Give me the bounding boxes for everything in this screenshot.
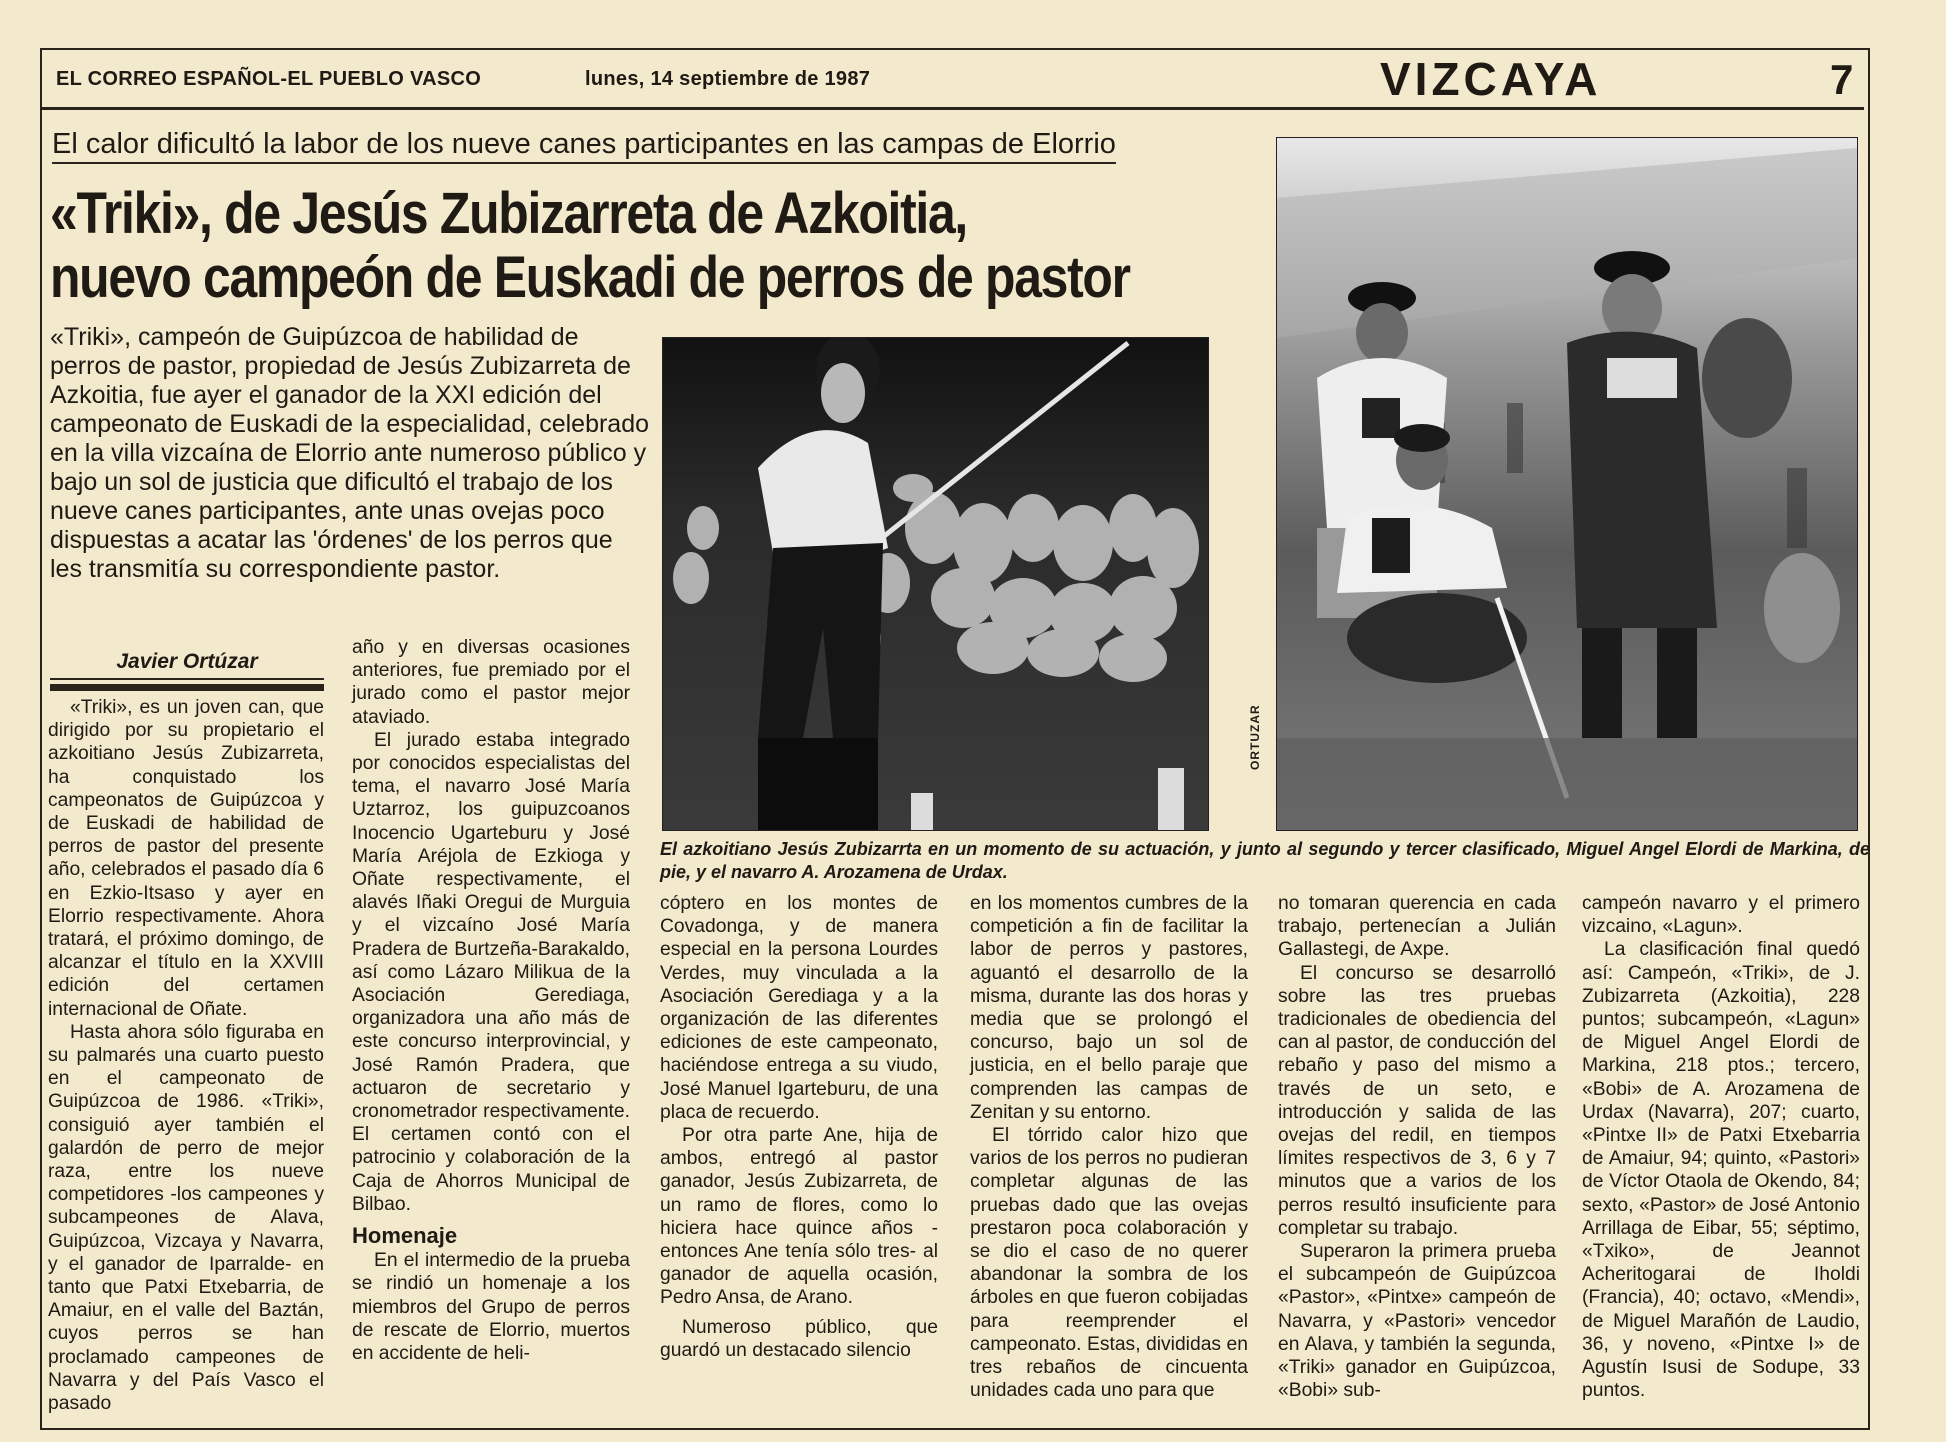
headline xyxy=(50,181,1130,310)
masthead-rule xyxy=(42,107,1864,110)
col2-paragraph: En el intermedio de la prueba se rindió un homenaje a los miembros del Grupo de perros de rescate de Elorrio, muertos en accidente de heli- xyxy=(352,1250,630,1365)
issue-date: lunes, 14 septiembre de 1987 xyxy=(585,68,871,90)
col1-paragraph: «Triki», es un joven can, que dirigido por su propietario el azkoitiano Jesús Zubizarreta, ha conquistado los campeonatos de Guipúzcoa y de Euskadi de habilidad de perros de pastor del presente año, celebrados el pasado día 6 en Ezkio-Itsaso y ayer en Elorrio respectivamente. Ahora tratará, el próximo domingo, de alcanzar el título en la XXVIII edición del certamen internacional de Oñate. xyxy=(48,697,324,1020)
col5-paragraph: no tomaran querencia en cada trabajo, pertenecían a Julián Gallastegi, de Axpe. xyxy=(1278,893,1556,961)
text-column-2 xyxy=(352,636,630,1365)
page-number: 7 xyxy=(1830,56,1854,103)
col5-paragraph: El concurso se desarrolló sobre las tres pruebas tradicionales de obediencia del can al pastor, de conducción del rebaño y paso del mismo a través de un seto, e introducción y salida de las ovejas del redil, en tiempos límites respectivos de 3, 6 y 7 minutos que a varios de los perros resultó insuficiente para completar su trabajo. xyxy=(1278,962,1556,1239)
text-column-4 xyxy=(970,892,1248,1402)
col1-paragraph: Hasta ahora sólo figuraba en su palmarés una cuarto puesto en el campeonato de Guipúzcoa de 1986. «Triki», consiguió ayer también el galardón de perro de mejor raza, entre los nueve competidores -los campeones y subcampeones de Alava, Guipúzcoa, Vizcaya y Navarra, y el ganador de Iparralde- en tanto que Patxi Etxebarria, de Amaiur, en el valle del Baztán, cuyos perros se han proclamado campeones de Navarra y del País Vasco el pasado xyxy=(48,1021,324,1415)
text-column-5 xyxy=(1278,892,1556,1402)
photo-credit: ORTUZAR xyxy=(1248,704,1262,770)
col4-paragraph: en los momentos cumbres de la competición a fin de facilitar la labor de perros y pastores, aguantó el desarrollo de la misma, durante las dos horas y media que se prolongó el concurso, bajo un sol de justicia, en el bello paraje que comprenden las campas de Zenitan y su entorno. xyxy=(970,893,1248,1123)
publication-name: EL CORREO ESPAÑOL-EL PUEBLO VASCO xyxy=(56,68,482,90)
col6-paragraph: La clasificación final quedó así: Campeón, «Triki», de J. Zubizarreta (Azkoitia), 228 puntos; subcampeón, «Lagun» de Miguel Angel Elordi de Markina, 218 ptos.; tercero, «Bobi» de A. Arozamena de Urdax (Navarra), 207; cuarto, «Pintxe II» de Patxi Etxebarria de Amaiur, 94; quinto, «Pastori» de Víctor Otaola de Okendo, 84; sexto, «Pastor» de José Antonio Arrillaga de Eibar, 55; séptimo, «Txiko», de Jeannot Acheritogarai de Iholdi (Francia), 40; octavo, «Mendi», de Miguel Marañón de Laudio, 36, y noveno, «Pintxe I» de Agustín Isusi de Sodupe, 33 puntos. xyxy=(1582,939,1860,1402)
subhead: Homenaje xyxy=(352,1223,458,1249)
photo-shepherd-performance xyxy=(662,337,1209,831)
col4-paragraph: El tórrido calor hizo que varios de los perros no pudieran completar algunas de las pruebas dado que las ovejas prestaron poca colaboración y se dio el caso de no querer abandonar la sombra de los árboles en que fueron cobijadas para reemprender el campeonato. Estas, divididas en tres rebaños de cincuenta unidades cada uno para que xyxy=(970,1125,1248,1402)
col2-paragraph: año y en diversas ocasiones anteriores, fue premiado por el jurado como el pastor mejor ataviado. xyxy=(352,637,630,728)
col2-paragraph: El jurado estaba integrado por conocidos especialistas del tema, el navarro José María Uztarroz, los guipuzcoanos Inocencio Ugarteburu y José María Aréjola de Ezkioga y Oñate respectivamente, el alavés Iñaki Oregui de Murguia y el vizcaíno José María Pradera de Burtzeña-Barakaldo, así como Lázaro Milikua de la Asociación Gerediaga, organizadora una año más de este concurso interprovincial, y José Ramón Pradera, que actuaron de secretario y cronometrador respectivamente. El certamen contó con el patrocinio y colaboración de la Caja de Ahorros Municipal de Bilbao. xyxy=(352,729,630,1215)
byline-rule xyxy=(50,684,324,691)
text-column-1 xyxy=(48,696,324,1415)
col5-paragraph: Superaron la primera prueba el subcampeón de Guipúzcoa «Pastor», «Pintxe» campeón de Navarra, y «Pastori» vencedor en Alava, y también la segunda, «Triki» ganador en Guipúzcoa, «Bobi» sub- xyxy=(1278,1241,1556,1402)
headline-line-2: nuevo campeón de Euskadi de perros de pastor xyxy=(50,245,1130,310)
text-column-6 xyxy=(1582,892,1860,1402)
col3-paragraph: Numeroso público, que guardó un destacado silencio xyxy=(660,1316,938,1361)
section-title: VIZCAYA xyxy=(1380,53,1602,105)
headline-line-1: «Triki», de Jesús Zubizarreta de Azkoitia, xyxy=(50,181,968,246)
text-column-3 xyxy=(660,892,938,1362)
lead-paragraph xyxy=(50,323,650,584)
byline xyxy=(50,650,324,691)
lead-text: «Triki», campeón de Guipúzcoa de habilidad de perros de pastor, propiedad de Jesús Zubizarreta de Azkoitia, fue ayer el ganador de la XXI edición del campeonato de Euskadi de la especialidad, celebrado en la villa vizcaína de Elorrio ante numeroso público y bajo un sol de justicia que dificultó el trabajo de los nueve canes participantes, ante unas ovejas poco dispuestas a acatar las 'órdenes' de los perros que les transmitía su correspondiente pastor. xyxy=(50,323,650,583)
col3-paragraph: cóptero en los montes de Covadonga, y de manera especial en la persona Lourdes Verdes, muy vinculada a la Asociación Gerediaga y a la organización de las diferentes ediciones de este campeonato, haciéndose entrega a su viudo, José Manuel Igarteburu, de una placa de recuerdo. xyxy=(660,893,938,1123)
author-name: Javier Ortúzar xyxy=(50,650,324,680)
photo-winners xyxy=(1276,137,1858,831)
kicker: El calor dificultó la labor de los nueve canes participantes en las campas de Elorrio xyxy=(52,126,1116,164)
col3-paragraph: Por otra parte Ane, hija de ambos, entregó al pastor ganador, Jesús Zubizarreta, de un ramo de flores, como lo hiciera hace quince años -entonces Ane tenía sólo tres- al ganador de aquella ocasión, Pedro Ansa, de Arano. xyxy=(660,1125,938,1309)
photo-caption: El azkoitiano Jesús Zubizarrta en un momento de su actuación, y junto al segundo y tercer clasificado, Miguel Angel Elordi de Markina, de pie, y el navarro A. Arozamena de Urdax. xyxy=(660,839,1870,882)
col6-paragraph: campeón navarro y el primero vizcaino, «Lagun». xyxy=(1582,893,1860,938)
